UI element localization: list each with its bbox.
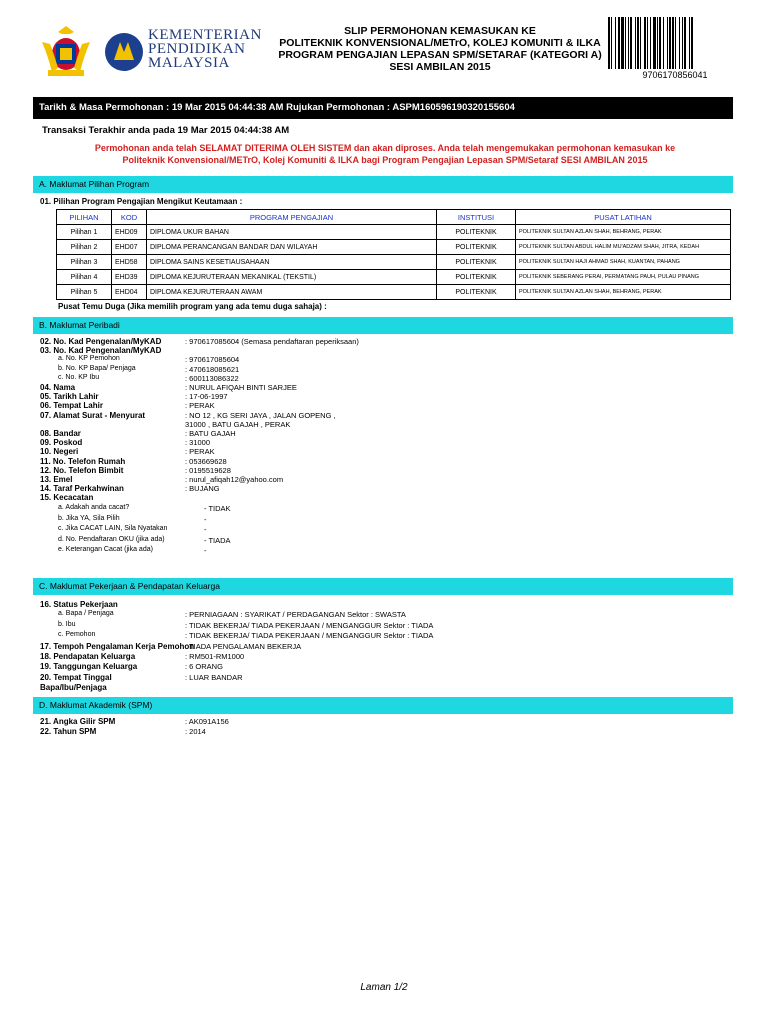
field-label: 03. No. Kad Pengenalan/MyKAD <box>40 346 162 356</box>
barcode-bar <box>679 17 680 69</box>
ministry-line1: KEMENTERIAN <box>148 27 262 43</box>
field-value: : NO 12 , KG SERI JAYA , JALAN GOPENG , <box>185 410 336 420</box>
program-cell-program: DIPLOMA KEJURUTERAAN MEKANIKAL (TEKSTIL) <box>147 270 437 285</box>
field-label: 22. Tahun SPM <box>40 727 97 736</box>
field-value: : 31000 <box>185 438 211 448</box>
program-cell-institusi: POLITEKNIK <box>437 225 516 240</box>
program-cell-pilihan: Pilihan 4 <box>57 270 112 285</box>
program-intro: 01. Pilihan Program Pengajian Mengikut Keutamaan : <box>40 197 243 206</box>
program-row <box>57 255 731 270</box>
last-transaction: Transaksi Terakhir anda pada 19 Mar 2015 04:44:38 AM <box>42 125 290 136</box>
program-cell-kod: EHD09 <box>112 225 147 240</box>
disability-value: - <box>204 546 207 555</box>
field-label: 18. Pendapatan Keluarga <box>40 652 136 661</box>
field-value: : 053669628 <box>185 456 227 466</box>
field-label: c. No. KP Ibu <box>58 373 100 381</box>
barcode-bar <box>672 17 674 69</box>
pusat-temu-duga: Pusat Temu Duga (Jika memilih program yang ada temu duga sahaja) : <box>58 302 327 311</box>
barcode-bar <box>669 17 671 69</box>
field-label: 14. Taraf Perkahwinan <box>40 484 124 494</box>
field-value: : 600113086322 <box>185 373 239 383</box>
field-value: : AK091A156 <box>185 717 229 726</box>
disability-value: - TIDAK <box>204 504 231 513</box>
section-b-header: B. Maklumat Peribadi <box>33 317 733 334</box>
disability-value: - TIADA <box>204 535 231 545</box>
barcode-bar <box>691 17 693 69</box>
field-label: 06. Tempat Lahir <box>40 401 103 411</box>
field-label: 05. Tarikh Lahir <box>40 392 99 402</box>
barcode-bar <box>675 17 676 69</box>
field-value: : PERAK <box>185 401 215 411</box>
section-a-header: A. Maklumat Pilihan Program <box>33 176 733 193</box>
program-cell-institusi: POLITEKNIK <box>437 285 516 300</box>
field-label: 16. Status Pekerjaan <box>40 600 118 609</box>
success-notice <box>60 142 710 166</box>
col-program: PROGRAM PENGAJIAN <box>147 210 437 225</box>
field-value: : 17-06-1997 <box>185 392 228 402</box>
title-line2: POLITEKNIK KONVENSIONAL/METrO, KOLEJ KOMUNITI & ILKA <box>279 37 601 49</box>
program-cell-pilihan: Pilihan 3 <box>57 255 112 270</box>
barcode-bar <box>644 17 646 69</box>
barcode-bar <box>663 17 664 69</box>
application-info-bar: Tarikh & Masa Permohonan : 19 Mar 2015 04:44:38 AM Rujukan Permohonan : ASPM160596190320155604 <box>33 97 733 119</box>
barcode <box>608 17 736 71</box>
field-label: 11. No. Telefon Rumah <box>40 456 126 466</box>
barcode-bar <box>618 17 620 69</box>
program-cell-pusat-latihan: POLITEKNIK SEBERANG PERAI, PERMATANG PAUH, PULAU PINANG <box>516 270 731 285</box>
field-value: : NURUL AFIQAH BINTI SARJEE <box>185 383 297 392</box>
barcode-bar <box>628 17 629 69</box>
col-pilihan: PILIHAN <box>57 210 112 225</box>
barcode-bar <box>647 17 648 69</box>
field-value: : TIDAK BEKERJA/ TIADA PEKERJAAN / MENGANGGUR Sektor : TIADA <box>185 631 434 641</box>
title-line1: SLIP PERMOHONAN KEMASUKAN KE <box>344 25 536 37</box>
col-kod: KOD <box>112 210 147 225</box>
program-row <box>57 285 731 300</box>
barcode-bar <box>640 17 641 69</box>
field-value: : LUAR BANDAR <box>185 672 243 682</box>
field-label: a. No. KP Pemohon <box>58 355 120 363</box>
barcode-bar <box>611 17 612 69</box>
barcode-bar <box>650 17 651 69</box>
program-cell-institusi: POLITEKNIK <box>437 255 516 270</box>
field-value: : BUJANG <box>185 484 220 494</box>
program-cell-pilihan: Pilihan 2 <box>57 240 112 255</box>
field-value: : PERAK <box>185 447 215 457</box>
field-label: a. Bapa / Penjaga <box>58 610 114 618</box>
field-value: : 970617085604 (Semasa pendaftaran peperiksaan) <box>185 337 359 346</box>
field-value: : 2014 <box>185 727 206 736</box>
program-cell-pusat-latihan: POLITEKNIK SULTAN AZLAN SHAH, BEHRANG, PERAK <box>516 285 731 300</box>
field-label: 07. Alamat Surat - Menyurat <box>40 410 146 420</box>
field-label: b. Ibu <box>58 620 76 628</box>
barcode-bar <box>657 17 658 69</box>
barcode-number: 9706170856041 <box>642 70 708 80</box>
ministry-line3: MALAYSIA <box>148 55 230 71</box>
field-value: : 970617085604 <box>185 355 240 365</box>
field-label: 08. Bandar <box>40 429 81 438</box>
field-label: 17. Tempoh Pengalaman Kerja Pemohon <box>40 641 195 651</box>
barcode-bar <box>682 17 683 69</box>
disability-value: - <box>204 514 207 524</box>
field-value: : BATU GAJAH <box>185 429 236 438</box>
program-cell-pilihan: Pilihan 5 <box>57 285 112 300</box>
field-label: 12. No. Telefon Bimbit <box>40 465 124 475</box>
document-title <box>275 25 605 73</box>
field-label: 13. Emel <box>40 475 73 484</box>
barcode-bar <box>621 17 624 69</box>
program-cell-pusat-latihan: POLITEKNIK SULTAN ABDUL HALIM MU'ADZAM SHAH, JITRA, KEDAH <box>516 240 731 255</box>
program-cell-program: DIPLOMA KEJURUTERAAN AWAM <box>147 285 437 300</box>
field-label: 15. Kecacatan <box>40 493 94 503</box>
section-c-header: C. Maklumat Pekerjaan & Pendapatan Keluarga <box>33 578 733 595</box>
field-value: : 0195519628 <box>185 465 231 475</box>
field-value: 31000 , BATU GAJAH , PERAK <box>185 419 291 429</box>
field-value: : nurul_afiqah12@yahoo.com <box>185 475 284 484</box>
field-value: : TIADA PENGALAMAN BEKERJA <box>185 641 302 651</box>
program-cell-pusat-latihan: POLITEKNIK SULTAN HAJI AHMAD SHAH, KUANTAN, PAHANG <box>516 255 731 270</box>
title-line3: PROGRAM PENGAJIAN LEPASAN SPM/SETARAF (KATEGORI A) <box>278 49 602 61</box>
field-label: c. Pemohon <box>58 631 96 639</box>
notice-line2: Politeknik Konvensional/METrO, Kolej Komuniti & ILKA bagi Program Pengajian Lepasan SPM/Setaraf SESI AMBILAN 2015 <box>122 155 648 165</box>
field-label: 09. Poskod <box>40 438 83 448</box>
program-row <box>57 240 731 255</box>
field-label: 02. No. Kad Pengenalan/MyKAD <box>40 337 162 346</box>
barcode-bar <box>637 17 639 69</box>
disability-label: c. Jika CACAT LAIN, Sila Nyatakan <box>58 525 168 532</box>
field-label: 19. Tanggungan Keluarga <box>40 662 138 672</box>
disability-value: - <box>204 525 207 534</box>
program-cell-pusat-latihan: POLITEKNIK SULTAN AZLAN SHAH, BEHRANG, PERAK <box>516 225 731 240</box>
disability-label: b. Jika YA, Sila Pilih <box>58 514 120 522</box>
program-cell-program: DIPLOMA PERANCANGAN BANDAR DAN WILAYAH <box>147 240 437 255</box>
field-label: b. No. KP Bapa/ Penjaga <box>58 364 136 372</box>
field-value: : PERNIAGAAN : SYARIKAT / PERDAGANGAN Sektor : SWASTA <box>185 610 406 620</box>
ministry-name <box>148 28 262 70</box>
program-row <box>57 225 731 240</box>
barcode-bar <box>635 17 636 69</box>
barcode-bar <box>625 17 626 69</box>
program-cell-kod: EHD04 <box>112 285 147 300</box>
col-pusat-latihan: PUSAT LATIHAN <box>516 210 731 225</box>
page-number: Laman 1/2 <box>360 982 408 993</box>
ministry-line2: PENDIDIKAN <box>148 41 246 57</box>
barcode-bar <box>615 17 616 69</box>
program-cell-institusi: POLITEKNIK <box>437 240 516 255</box>
coat-of-arms-logo <box>34 22 98 78</box>
kpm-logo-icon <box>104 30 144 74</box>
field-label: 04. Nama <box>40 383 76 392</box>
barcode-bar <box>630 17 632 69</box>
field-value: : 470618085621 <box>185 364 240 374</box>
section-d-header: D. Maklumat Akademik (SPM) <box>33 697 733 714</box>
field-value: : 6 ORANG <box>185 662 223 672</box>
col-institusi: INSTITUSI <box>437 210 516 225</box>
field-value: : TIDAK BEKERJA/ TIADA PEKERJAAN / MENGANGGUR Sektor : TIADA <box>185 620 434 630</box>
field-label: Bapa/Ibu/Penjaga <box>40 683 107 693</box>
program-table <box>56 209 731 300</box>
notice-line1: Permohonan anda telah SELAMAT DITERIMA OLEH SISTEM dan akan diproses. Anda telah mengemukakan permohonan kemasukan ke <box>94 143 676 153</box>
field-label: 21. Angka Gilir SPM <box>40 717 116 726</box>
disability-label: a. Adakah anda cacat? <box>58 504 130 511</box>
field-label: 10. Negeri <box>40 447 79 457</box>
field-label: 20. Tempat Tinggal <box>40 672 112 682</box>
barcode-bar <box>684 17 686 69</box>
program-table-header <box>57 210 731 225</box>
barcode-bar <box>659 17 661 69</box>
program-cell-kod: EHD39 <box>112 270 147 285</box>
barcode-bar <box>689 17 690 69</box>
disability-label: d. No. Pendaftaran OKU (jika ada) <box>58 535 165 543</box>
barcode-bar <box>653 17 656 69</box>
program-cell-program: DIPLOMA SAINS KESETIAUSAHAAN <box>147 255 437 270</box>
barcode-bar <box>667 17 668 69</box>
program-cell-pilihan: Pilihan 1 <box>57 225 112 240</box>
disability-label: e. Keterangan Cacat (jika ada) <box>58 546 153 553</box>
program-cell-kod: EHD07 <box>112 240 147 255</box>
barcode-bar <box>608 17 610 69</box>
program-cell-institusi: POLITEKNIK <box>437 270 516 285</box>
program-cell-program: DIPLOMA UKUR BAHAN <box>147 225 437 240</box>
title-line4: SESI AMBILAN 2015 <box>389 61 491 73</box>
field-value: : RM501-RM1000 <box>185 652 245 661</box>
program-row <box>57 270 731 285</box>
program-cell-kod: EHD58 <box>112 255 147 270</box>
